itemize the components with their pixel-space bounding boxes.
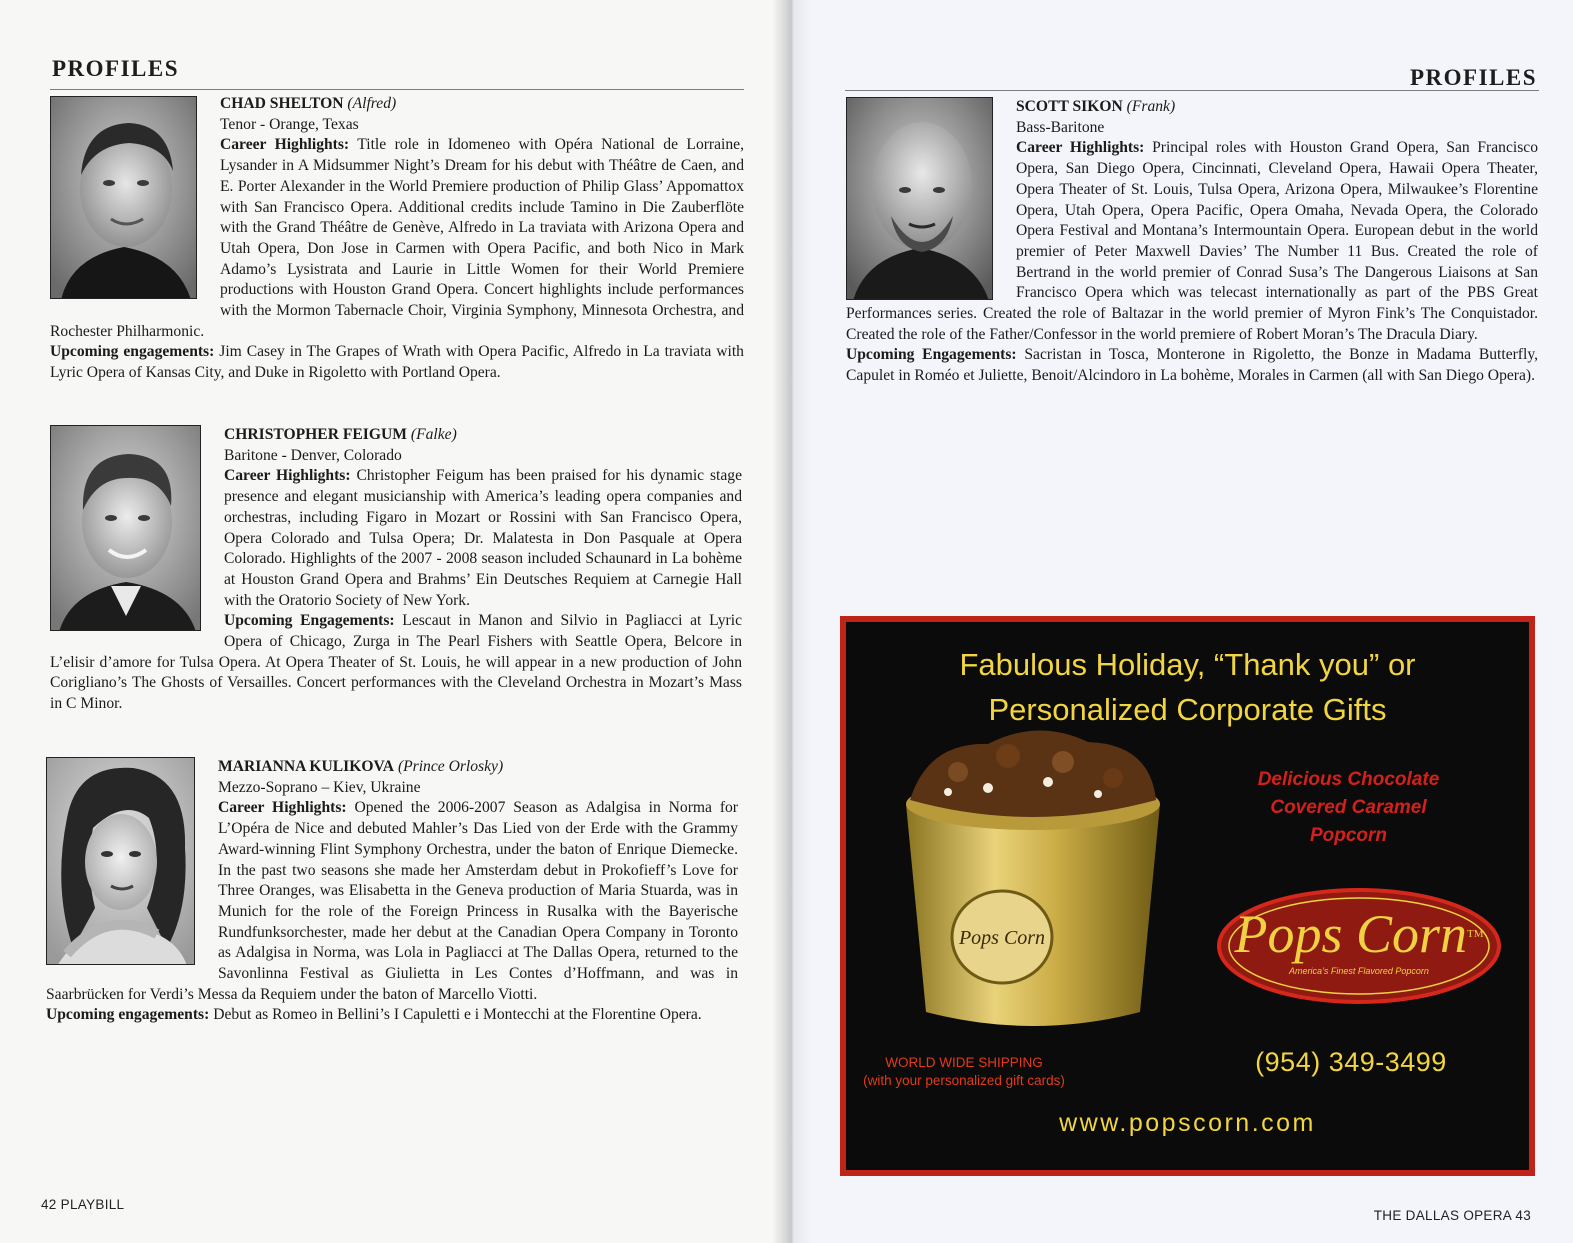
highlights-label: Career Highlights: [1016, 139, 1145, 157]
ad-tagline [1236, 766, 1461, 850]
highlights-label: Career Highlights: [220, 136, 350, 154]
logo-trademark: TM [1467, 928, 1484, 940]
highlights-label: Career Highlights: [218, 799, 347, 817]
profile-voice: Bass-Baritone [1016, 118, 1105, 136]
profile-role: (Frank) [1126, 98, 1176, 115]
headshot-photo-scott-sikon [846, 97, 993, 300]
profile-role: (Prince Orlosky) [397, 758, 504, 775]
profile-chad-shelton [50, 94, 744, 384]
shipping-line-2: (with your personalized gift cards) [863, 1073, 1065, 1088]
profile-scott-sikon [846, 97, 1538, 387]
highlights-text: Opened the 2006-2007 Season as Adalgisa in Norma for L’Opéra de Nice and debuted Mahler’s Das Lied von der Erde with the Grammy Award-winning Flint Symphony Orchestra, under the baton of Enrique Diemecke. In the past two seasons she made her Amsterdam debut in Prokofieff’s Love for Three Oranges, was Elisabetta in the Geneva production of Maria Stuarda, was in Munich for the role of the Foreign Princess in Rusalka with the Bayerische Rundfunksorchester, made her debut at the Canadian Opera Company in Toronto as Adalgisa in Norma, was Lola in Pagliacci at The Dallas Opera, returned to the Savonlinna Festival as Giulietta in Les Contes d’Hoffmann, and was in Saarbrücken for Verdi’s Messa da Requiem under the baton of Marcello Viotti. [46, 799, 738, 1003]
profile-christopher-feigum [50, 425, 742, 715]
logo-text: Pops Corn [1234, 904, 1468, 964]
popscorn-advertisement [840, 616, 1535, 1176]
headshot-photo-christopher-feigum [50, 425, 201, 631]
upcoming-text: Lescaut in Manon and Silvio in Pagliacci at Lyric Opera of Chicago, Zurga in The Pearl Fishers with Seattle Opera, Belcore in L’elisir d’amore for Tulsa Opera. At Opera Theater of St. Louis, he will appear in a new production of John Corigliano’s The Ghosts of Versailles. Concert performances with the Cleveland Orchestra in Mozart’s Mass in C Minor. [50, 612, 742, 713]
left-section-title: PROFILES [52, 56, 180, 81]
profile-voice: Tenor - Orange, Texas [220, 115, 359, 133]
ad-tagline-line-2: Covered Caramel [1270, 797, 1427, 818]
ad-shipping-note [850, 1054, 1078, 1090]
upcoming-text: Sacristan in Tosca, Monterone in Rigoletto, the Bonze in Madama Butterfly, Capulet in Roméo et Juliette, Benoit/Alcindoro in La bohème, Morales in Carmen (all with San Diego Opera). [846, 346, 1539, 385]
page-gutter [772, 0, 812, 1243]
highlights-label: Career Highlights: [224, 467, 351, 485]
left-title-rule [50, 89, 744, 90]
upcoming-text: Jim Casey in The Grapes of Wrath with Opera Pacific, Alfredo in La traviata with Lyric Opera of Kansas City, and Duke in Rigoletto with Portland Opera. [50, 343, 744, 382]
left-page-folio: 42 PLAYBILL [41, 1197, 125, 1212]
tin-label: Pops Corn [958, 927, 1046, 949]
profile-voice: Baritone - Denver, Colorado [224, 446, 402, 464]
headshot-photo-marianna-kulikova [46, 757, 195, 965]
profile-name: CHRISTOPHER FEIGUM [224, 426, 407, 443]
shipping-line-1: WORLD WIDE SHIPPING [885, 1055, 1043, 1070]
profile-voice: Mezzo-Soprano – Kiev, Ukraine [218, 778, 421, 796]
profile-marianna-kulikova [46, 757, 738, 1026]
popcorn-tin-image [888, 722, 1178, 1037]
ad-phone-number: (954) 349-3499 [1255, 1047, 1447, 1077]
highlights-text: Principal roles with Houston Grand Opera, San Francisco Opera, San Diego Opera, Cincinnati, Cleveland Opera, Hawaii Opera Theater, Opera Theater of St. Louis, Tulsa Opera, Arizona Opera, Milwaukee’s Florentine Opera, Utah Opera, Opera Pacific, Opera Omaha, Nevada Opera, the Colorado Opera Festival and Montana’s Intermountain Opera. European debut in the world premier of Peter Maxwell Davies’ The Number 11 Bus. Created the role of Bertrand in the world premier of Conrad Susa’s The Dangerous Liaisons at San Francisco Opera which was telecast internationally as part of the PBS Great Performances series. Created the role of Baltazar in the world premier of Myron Fink’s The Conquistador. Created the role of the Father/Confessor in the world premiere of Robert Moran’s The Dracula Diary. [846, 139, 1538, 343]
ad-tagline-line-1: Delicious Chocolate [1257, 769, 1440, 790]
ad-website-url: www.popscorn.com [1059, 1109, 1316, 1137]
profile-name: MARIANNA KULIKOVA [218, 758, 395, 775]
profile-name: SCOTT SIKON [1016, 98, 1123, 115]
headshot-photo-chad-shelton [50, 96, 197, 299]
upcoming-label: Upcoming Engagements: [846, 346, 1017, 364]
upcoming-label: Upcoming engagements: [50, 343, 215, 361]
popscorn-logo [1214, 886, 1504, 1006]
logo-subtitle: America’s Finest Flavored Popcorn [1289, 966, 1429, 976]
upcoming-label: Upcoming Engagements: [224, 612, 395, 630]
ad-headline [846, 642, 1529, 732]
highlights-text: Title role in Idomeneo with Opéra National de Lorraine, Lysander in A Midsummer Night’s Dream for his debut with Théâtre de Caen, and E. Porter Alexander in the World Premiere production of Philip Glass’ Appomattox with San Francisco Opera. Additional credits include Tamino in Die Zauberflöte with the Grand Théâtre de Genève, Alfredo in La traviata with Arizona Opera and Utah Opera, Don Jose in Carmen with Opera Pacific, and both Nico in Mark Adamo’s Lysistrata and Laurie in Little Women for their World Premiere productions with Houston Grand Opera. Concert highlights include performances with the Mormon Tabernacle Choir, Virginia Symphony, Minnesota Orchestra, and Rochester Philharmonic. [50, 136, 744, 340]
upcoming-label: Upcoming engagements: [46, 1006, 210, 1024]
highlights-text: Christopher Feigum has been praised for his dynamic stage presence and elegant musicianship with America’s leading opera companies and orchestras, including Figaro in Mozart or Rossini with San Francisco Opera, Opera Colorado and Tulsa Opera; Dr. Malatesta in Don Pasquale at Opera Colorado. Highlights of the 2007 - 2008 season included Schaunard in La bohème at Houston Grand Opera and Brahms’ Ein Deutsches Requiem at Carnegie Hall with the Oratorio Society of New York. [224, 467, 742, 609]
right-page-folio: THE DALLAS OPERA 43 [1373, 1208, 1531, 1223]
profile-name: CHAD SHELTON [220, 95, 344, 112]
right-title-rule [845, 90, 1539, 91]
ad-headline-line-2: Personalized Corporate Gifts [988, 692, 1387, 727]
profile-role: (Falke) [410, 426, 457, 443]
upcoming-text: Debut as Romeo in Bellini’s I Capuletti e i Montecchi at the Florentine Opera. [213, 1006, 702, 1024]
profile-role: (Alfred) [347, 95, 397, 112]
ad-headline-line-1: Fabulous Holiday, “Thank you” or [959, 647, 1416, 682]
ad-tagline-line-3: Popcorn [1309, 825, 1388, 846]
right-section-title: PROFILES [1409, 65, 1537, 90]
